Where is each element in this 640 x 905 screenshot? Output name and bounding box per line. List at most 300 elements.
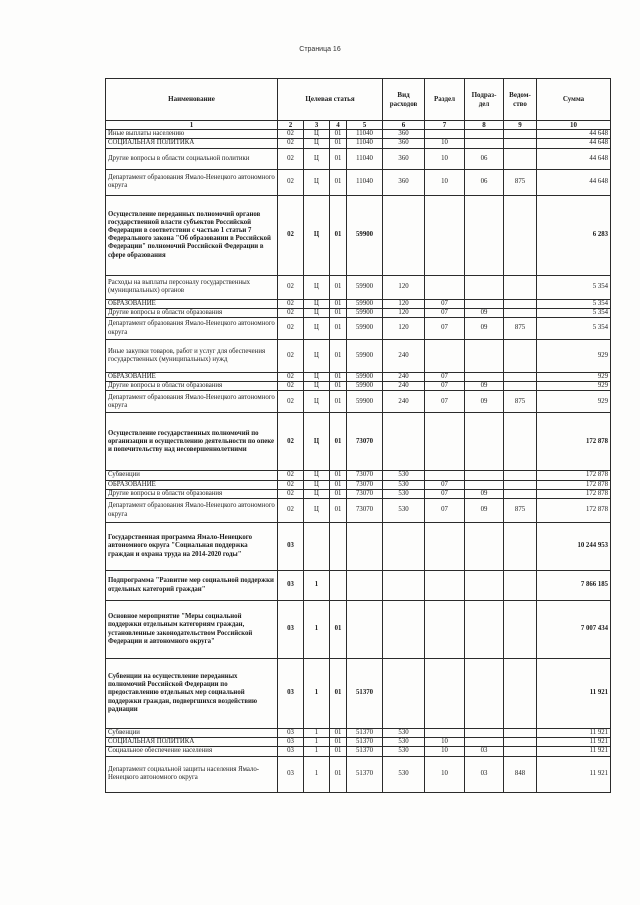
expense-type: [383, 601, 425, 659]
target-code-sub: 01: [330, 130, 347, 139]
subsection: [465, 480, 504, 489]
target-code-letter: Ц: [304, 340, 330, 373]
target-code-sub: 01: [330, 373, 347, 382]
subsection: [465, 471, 504, 480]
target-code-item: [347, 571, 383, 601]
amount: 929: [537, 373, 611, 382]
target-code-item: 73070: [347, 413, 383, 471]
table-row: [106, 148, 611, 169]
expense-type: 360: [383, 169, 425, 195]
row-name: Подпрограмма "Развитие мер социальной поддержки отдельных категорий граждан": [106, 571, 278, 601]
department: [504, 659, 537, 729]
target-code-item: 73070: [347, 499, 383, 523]
row-name: Иные закупки товаров, работ и услуг для обеспечения государственных (муниципальных) нужд: [106, 340, 278, 373]
column-number: 9: [504, 121, 537, 130]
target-code-item: 59900: [347, 275, 383, 299]
target-code-letter: Ц: [304, 130, 330, 139]
row-name: Департамент образования Ямало-Ненецкого автономного округа: [106, 318, 278, 340]
department: [504, 373, 537, 382]
section: [425, 195, 465, 275]
column-number: 5: [347, 121, 383, 130]
table-row: [106, 413, 611, 471]
target-code-item: 59900: [347, 308, 383, 317]
target-code-item: 51370: [347, 738, 383, 747]
section: 07: [425, 299, 465, 308]
table-row: [106, 489, 611, 498]
target-code-letter: 1: [304, 756, 330, 792]
amount: 5 354: [537, 299, 611, 308]
subsection: [465, 275, 504, 299]
target-code-letter: Ц: [304, 499, 330, 523]
column-number: 7: [425, 121, 465, 130]
department: [504, 195, 537, 275]
target-code-item: 51370: [347, 756, 383, 792]
target-code-letter: Ц: [304, 471, 330, 480]
target-code-item: 11040: [347, 169, 383, 195]
amount: 11 921: [537, 729, 611, 738]
subsection: [465, 738, 504, 747]
department: [504, 139, 537, 148]
amount: 44 648: [537, 130, 611, 139]
subsection: 09: [465, 318, 504, 340]
row-name: СОЦИАЛЬНАЯ ПОЛИТИКА: [106, 738, 278, 747]
header-vedomstvo: Ведом-ство: [504, 79, 537, 121]
target-code-program: 03: [278, 747, 304, 756]
department: [504, 130, 537, 139]
target-code-item: [347, 523, 383, 571]
target-code-item: 11040: [347, 130, 383, 139]
expense-type: 120: [383, 275, 425, 299]
expense-type: 530: [383, 480, 425, 489]
department: [504, 413, 537, 471]
target-code-program: 02: [278, 148, 304, 169]
target-code-item: 51370: [347, 659, 383, 729]
budget-table: [105, 78, 611, 793]
amount: 10 244 953: [537, 523, 611, 571]
target-code-letter: Ц: [304, 275, 330, 299]
target-code-sub: 01: [330, 382, 347, 391]
amount: 7 007 434: [537, 601, 611, 659]
subsection: [465, 130, 504, 139]
subsection: [465, 299, 504, 308]
column-number: 2: [278, 121, 304, 130]
expense-type: 240: [383, 382, 425, 391]
target-code-letter: 1: [304, 571, 330, 601]
target-code-program: 03: [278, 601, 304, 659]
subsection: [465, 139, 504, 148]
target-code-sub: 01: [330, 480, 347, 489]
header-name: Наименование: [106, 79, 278, 121]
target-code-program: 02: [278, 480, 304, 489]
expense-type: 360: [383, 130, 425, 139]
department: [504, 729, 537, 738]
row-name: Субвенции: [106, 729, 278, 738]
target-code-item: 51370: [347, 729, 383, 738]
row-name: Департамент образования Ямало-Ненецкого автономного округа: [106, 499, 278, 523]
subsection: [465, 601, 504, 659]
target-code-sub: 01: [330, 299, 347, 308]
target-code-item: 59900: [347, 382, 383, 391]
row-name: Другие вопросы в области образования: [106, 308, 278, 317]
target-code-letter: Ц: [304, 299, 330, 308]
row-name: Социальное обеспечение населения: [106, 747, 278, 756]
department: [504, 571, 537, 601]
target-code-sub: 01: [330, 275, 347, 299]
expense-type: 530: [383, 738, 425, 747]
amount: 172 878: [537, 413, 611, 471]
target-code-program: 02: [278, 373, 304, 382]
target-code-letter: 1: [304, 601, 330, 659]
target-code-letter: Ц: [304, 373, 330, 382]
table-row: [106, 373, 611, 382]
table-row: [106, 471, 611, 480]
amount: 44 648: [537, 148, 611, 169]
subsection: 09: [465, 499, 504, 523]
amount: 5 354: [537, 275, 611, 299]
section: [425, 275, 465, 299]
expense-type: [383, 659, 425, 729]
expense-type: 530: [383, 747, 425, 756]
target-code-item: 11040: [347, 139, 383, 148]
table-row: [106, 601, 611, 659]
target-code-sub: 01: [330, 659, 347, 729]
department: 875: [504, 391, 537, 413]
amount: 929: [537, 382, 611, 391]
department: [504, 601, 537, 659]
target-code-letter: Ц: [304, 169, 330, 195]
target-code-program: 02: [278, 382, 304, 391]
subsection: [465, 413, 504, 471]
expense-type: [383, 413, 425, 471]
table-row: [106, 391, 611, 413]
section: [425, 659, 465, 729]
table-row: [106, 523, 611, 571]
expense-type: 530: [383, 489, 425, 498]
subsection: 09: [465, 391, 504, 413]
expense-type: [383, 195, 425, 275]
amount: 7 866 185: [537, 571, 611, 601]
expense-type: 240: [383, 391, 425, 413]
target-code-letter: Ц: [304, 413, 330, 471]
target-code-item: 59900: [347, 299, 383, 308]
row-name: Иные выплаты населению: [106, 130, 278, 139]
target-code-letter: Ц: [304, 318, 330, 340]
target-code-program: 02: [278, 299, 304, 308]
section: 10: [425, 169, 465, 195]
column-number: 1: [106, 121, 278, 130]
row-name: Осуществление переданных полномочий органов государственной власти субъектов Российской Федерации в соответствии с частью 1 статьи 7 Федерального закона "Об образовании в Российской Федерации" полномочий Российской Федерации в сфере образования: [106, 195, 278, 275]
subsection: 03: [465, 756, 504, 792]
department: 875: [504, 318, 537, 340]
target-code-letter: Ц: [304, 148, 330, 169]
table-row: [106, 756, 611, 792]
subsection: 09: [465, 489, 504, 498]
target-code-item: 73070: [347, 471, 383, 480]
column-number: 8: [465, 121, 504, 130]
target-code-letter: Ц: [304, 489, 330, 498]
target-code-sub: 01: [330, 747, 347, 756]
table-row: [106, 738, 611, 747]
target-code-sub: 01: [330, 340, 347, 373]
table-row: [106, 308, 611, 317]
section: [425, 523, 465, 571]
subsection: [465, 195, 504, 275]
expense-type: 120: [383, 299, 425, 308]
amount: 172 878: [537, 480, 611, 489]
table-row: [106, 139, 611, 148]
amount: 11 921: [537, 659, 611, 729]
target-code-program: 02: [278, 308, 304, 317]
subsection: 06: [465, 148, 504, 169]
section: 07: [425, 318, 465, 340]
amount: 929: [537, 391, 611, 413]
section: 10: [425, 738, 465, 747]
target-code-item: 11040: [347, 148, 383, 169]
target-code-sub: 01: [330, 756, 347, 792]
target-code-program: 02: [278, 391, 304, 413]
department: [504, 489, 537, 498]
expense-type: 530: [383, 499, 425, 523]
subsection: [465, 571, 504, 601]
target-code-sub: 01: [330, 318, 347, 340]
amount: 172 878: [537, 489, 611, 498]
target-code-letter: Ц: [304, 480, 330, 489]
row-name: Департамент образования Ямало-Ненецкого автономного округа: [106, 169, 278, 195]
row-name: ОБРАЗОВАНИЕ: [106, 373, 278, 382]
target-code-program: 02: [278, 195, 304, 275]
amount: 11 921: [537, 738, 611, 747]
amount: 172 878: [537, 499, 611, 523]
table-row: [106, 195, 611, 275]
target-code-item: [347, 601, 383, 659]
header-summa: Сумма: [537, 79, 611, 121]
target-code-item: 59900: [347, 340, 383, 373]
amount: 929: [537, 340, 611, 373]
subsection: 09: [465, 308, 504, 317]
target-code-letter: Ц: [304, 308, 330, 317]
department: [504, 523, 537, 571]
target-code-program: 02: [278, 489, 304, 498]
subsection: [465, 373, 504, 382]
table-row: [106, 169, 611, 195]
table-row: [106, 571, 611, 601]
target-code-sub: 01: [330, 738, 347, 747]
header-row: [106, 79, 611, 121]
section: 07: [425, 382, 465, 391]
department: [504, 382, 537, 391]
expense-type: [383, 571, 425, 601]
department: 848: [504, 756, 537, 792]
subsection: [465, 659, 504, 729]
target-code-sub: 01: [330, 471, 347, 480]
target-code-sub: 01: [330, 308, 347, 317]
table-row: [106, 130, 611, 139]
target-code-program: 02: [278, 139, 304, 148]
target-code-program: 03: [278, 659, 304, 729]
amount: 11 921: [537, 747, 611, 756]
row-name: Субвенции: [106, 471, 278, 480]
department: [504, 747, 537, 756]
department: [504, 480, 537, 489]
section: 07: [425, 308, 465, 317]
section: 10: [425, 747, 465, 756]
column-number-row: [106, 121, 611, 130]
column-number: 6: [383, 121, 425, 130]
subsection: [465, 340, 504, 373]
target-code-program: 03: [278, 738, 304, 747]
section: [425, 340, 465, 373]
target-code-sub: 01: [330, 148, 347, 169]
target-code-sub: [330, 571, 347, 601]
row-name: Государственная программа Ямало-Ненецкого автономного округа "Социальная поддержка граждан и охрана труда на 2014-2020 годы": [106, 523, 278, 571]
row-name: Субвенции на осуществление переданных полномочий Российской Федерации по предоставлению отдельных мер социальной поддержки граждан, подвергшихся воздействию радиации: [106, 659, 278, 729]
page-label: Страница 16: [299, 46, 341, 53]
subsection: [465, 523, 504, 571]
target-code-program: 02: [278, 275, 304, 299]
department: 875: [504, 499, 537, 523]
expense-type: 120: [383, 308, 425, 317]
department: [504, 308, 537, 317]
target-code-letter: Ц: [304, 139, 330, 148]
target-code-letter: 1: [304, 747, 330, 756]
department: [504, 738, 537, 747]
table-row: [106, 340, 611, 373]
row-name: Другие вопросы в области социальной политики: [106, 148, 278, 169]
target-code-item: 59900: [347, 391, 383, 413]
section: 07: [425, 373, 465, 382]
amount: 6 283: [537, 195, 611, 275]
header-vid: Вид расходов: [383, 79, 425, 121]
target-code-program: 03: [278, 756, 304, 792]
target-code-sub: [330, 523, 347, 571]
table-body: [106, 130, 611, 792]
amount: 44 648: [537, 169, 611, 195]
target-code-program: 02: [278, 340, 304, 373]
target-code-letter: Ц: [304, 195, 330, 275]
section: 07: [425, 480, 465, 489]
section: 10: [425, 756, 465, 792]
table-row: [106, 382, 611, 391]
amount: 44 648: [537, 139, 611, 148]
department: [504, 471, 537, 480]
expense-type: 240: [383, 340, 425, 373]
target-code-letter: Ц: [304, 391, 330, 413]
target-code-item: 51370: [347, 747, 383, 756]
row-name: ОБРАЗОВАНИЕ: [106, 299, 278, 308]
expense-type: 530: [383, 471, 425, 480]
row-name: Основное мероприятие "Меры социальной поддержки отдельным категориям граждан, установленные законодательством Российской Федерации и автономного округа": [106, 601, 278, 659]
expense-type: 530: [383, 756, 425, 792]
section: 07: [425, 499, 465, 523]
row-name: Департамент социальной защиты населения Ямало-Ненецкого автономного округа: [106, 756, 278, 792]
target-code-sub: 01: [330, 195, 347, 275]
expense-type: 530: [383, 729, 425, 738]
row-name: ОБРАЗОВАНИЕ: [106, 480, 278, 489]
target-code-sub: 01: [330, 601, 347, 659]
target-code-program: 02: [278, 169, 304, 195]
target-code-item: 59900: [347, 318, 383, 340]
target-code-letter: [304, 523, 330, 571]
header-target: Целевая статья: [278, 79, 383, 121]
table-row: [106, 318, 611, 340]
target-code-sub: 01: [330, 391, 347, 413]
section: [425, 571, 465, 601]
section: [425, 413, 465, 471]
target-code-program: 02: [278, 130, 304, 139]
expense-type: [383, 523, 425, 571]
section: [425, 601, 465, 659]
table-row: [106, 747, 611, 756]
target-code-sub: 01: [330, 169, 347, 195]
target-code-item: 73070: [347, 489, 383, 498]
target-code-letter: Ц: [304, 382, 330, 391]
subsection: 06: [465, 169, 504, 195]
column-number: 3: [304, 121, 330, 130]
expense-type: 360: [383, 139, 425, 148]
subsection: 03: [465, 747, 504, 756]
amount: 5 354: [537, 308, 611, 317]
department: 875: [504, 169, 537, 195]
section: 10: [425, 139, 465, 148]
section: 07: [425, 489, 465, 498]
target-code-program: 03: [278, 523, 304, 571]
table-row: [106, 480, 611, 489]
section: 10: [425, 148, 465, 169]
subsection: 09: [465, 382, 504, 391]
row-name: Расходы на выплаты персоналу государственных (муниципальных) органов: [106, 275, 278, 299]
row-name: Департамент образования Ямало-Ненецкого автономного округа: [106, 391, 278, 413]
target-code-item: 59900: [347, 373, 383, 382]
row-name: СОЦИАЛЬНАЯ ПОЛИТИКА: [106, 139, 278, 148]
section: [425, 130, 465, 139]
target-code-program: 03: [278, 571, 304, 601]
row-name: Осуществление государственных полномочий по организации и осуществлению деятельности по опеке и попечительству над несовершеннолетними: [106, 413, 278, 471]
target-code-sub: 01: [330, 139, 347, 148]
department: [504, 275, 537, 299]
amount: 172 878: [537, 471, 611, 480]
target-code-letter: 1: [304, 738, 330, 747]
department: [504, 299, 537, 308]
section: [425, 729, 465, 738]
target-code-program: 02: [278, 471, 304, 480]
column-number: 10: [537, 121, 611, 130]
target-code-program: 02: [278, 413, 304, 471]
column-number: 4: [330, 121, 347, 130]
target-code-sub: 01: [330, 499, 347, 523]
target-code-item: 59900: [347, 195, 383, 275]
amount: 11 921: [537, 756, 611, 792]
target-code-sub: 01: [330, 729, 347, 738]
expense-type: 240: [383, 373, 425, 382]
target-code-letter: 1: [304, 659, 330, 729]
table-row: [106, 499, 611, 523]
target-code-program: 02: [278, 499, 304, 523]
table-row: [106, 729, 611, 738]
subsection: [465, 729, 504, 738]
header-podrazdel: Подраз-дел: [465, 79, 504, 121]
target-code-program: 03: [278, 729, 304, 738]
header-razdel: Раздел: [425, 79, 465, 121]
target-code-letter: 1: [304, 729, 330, 738]
table-row: [106, 659, 611, 729]
expense-type: 120: [383, 318, 425, 340]
target-code-sub: 01: [330, 489, 347, 498]
department: [504, 340, 537, 373]
section: 07: [425, 391, 465, 413]
target-code-sub: 01: [330, 413, 347, 471]
section: [425, 471, 465, 480]
expense-type: 360: [383, 148, 425, 169]
